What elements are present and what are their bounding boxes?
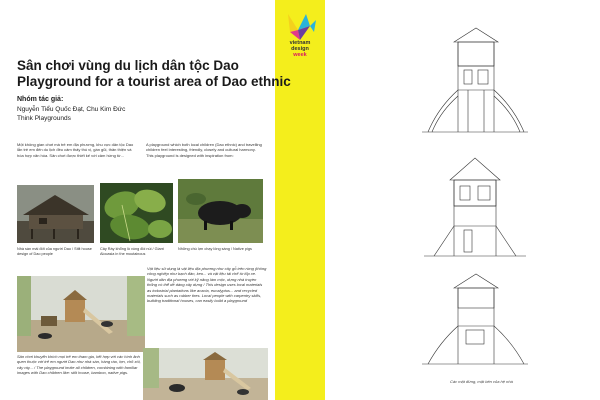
team-name: Think Playgrounds (17, 115, 71, 122)
alocasia-leaf-photo (100, 183, 173, 243)
author-names: Nguyễn Tiểu Quốc Đạt, Chu Kim Đức (17, 106, 126, 113)
author-group-label: Nhóm tác giả: (17, 96, 64, 103)
elevation-caption: Các mặt đứng, mặt bên của hệ nhà (450, 379, 513, 384)
intro-paragraph-english: A playground which both local children (Dao ethnic) and travelling children feel interesting, friendly, closely and cultural harmony. This playground is designed with inspiration from: (146, 142, 262, 158)
invitation-paragraph: Sân chơi khuyến khích mọi trẻ em tham gia, kết hợp với các hình ảnh quen thuộc với trẻ em người Dao như nhà sàn, hàng rào, lợn, chõ xôi, cây ráy... / The playground invite all children, combining with familiar images with Dao children like: stilt house, bamboo, native pigs. (17, 354, 141, 376)
vietnam-design-week-logo (276, 10, 322, 68)
elevation-drawing-rear (420, 268, 530, 370)
materials-paragraph: Vật liệu sử dụng là vật liệu địa phương như cây gỗ trên rừng (thông công nghiệp như bạch đàn, keo... và vật liệu tái chế từ lốp xe. Người dân địa phương với kỹ năng làm mộc, dựng nhà truyền thống có thể dễ dàng xây dựng / This design uses local materials as industrial plantations like acacia, eucalyptus... and recycled materials such as rubber tires. Local people with carpentry skills, building traditional houses, can easily build a playground (147, 266, 267, 304)
logo-line-1: vietnam (289, 40, 311, 46)
playground-render-top (17, 276, 145, 352)
playground-render-bottom (143, 348, 268, 400)
logo-wordmark (276, 40, 324, 58)
intro-paragraph-vietnamese: Một không gian chơi mà trẻ em địa phương, khu vực dân tộc Dao lẫn trẻ em đến du lịch đều cảm thấy thú vị, gần gũi, thân thiện và hòa hợp văn hóa. Sân chơi được thiết kế với cảm hứng từ... (17, 142, 134, 158)
logo-line-2: design (291, 46, 309, 52)
photo-caption-native-pigs: Những chú lợn chạy lông sáng / Native pigs (178, 247, 252, 251)
photo-caption-stilt-house: Nhà sàn mái đốt của người Dao / Stilt house design of Dao people (17, 247, 92, 256)
logo-line-3: week (293, 52, 307, 58)
stilt-house-photo (17, 185, 94, 243)
elevation-drawing-front (420, 20, 530, 138)
elevation-drawing-side (420, 150, 530, 262)
native-pig-photo (178, 179, 263, 243)
title-english: Playground for a tourist area of Dao ethnic (17, 74, 291, 89)
bird-logo-icon (276, 10, 322, 68)
photo-caption-alocasia: Cây Ráy khổng lồ vùng đồi núi / Giant Alocasia in the moutainous (100, 247, 164, 256)
title-vietnamese: Sân chơi vùng du lịch dân tộc Dao (17, 58, 239, 73)
